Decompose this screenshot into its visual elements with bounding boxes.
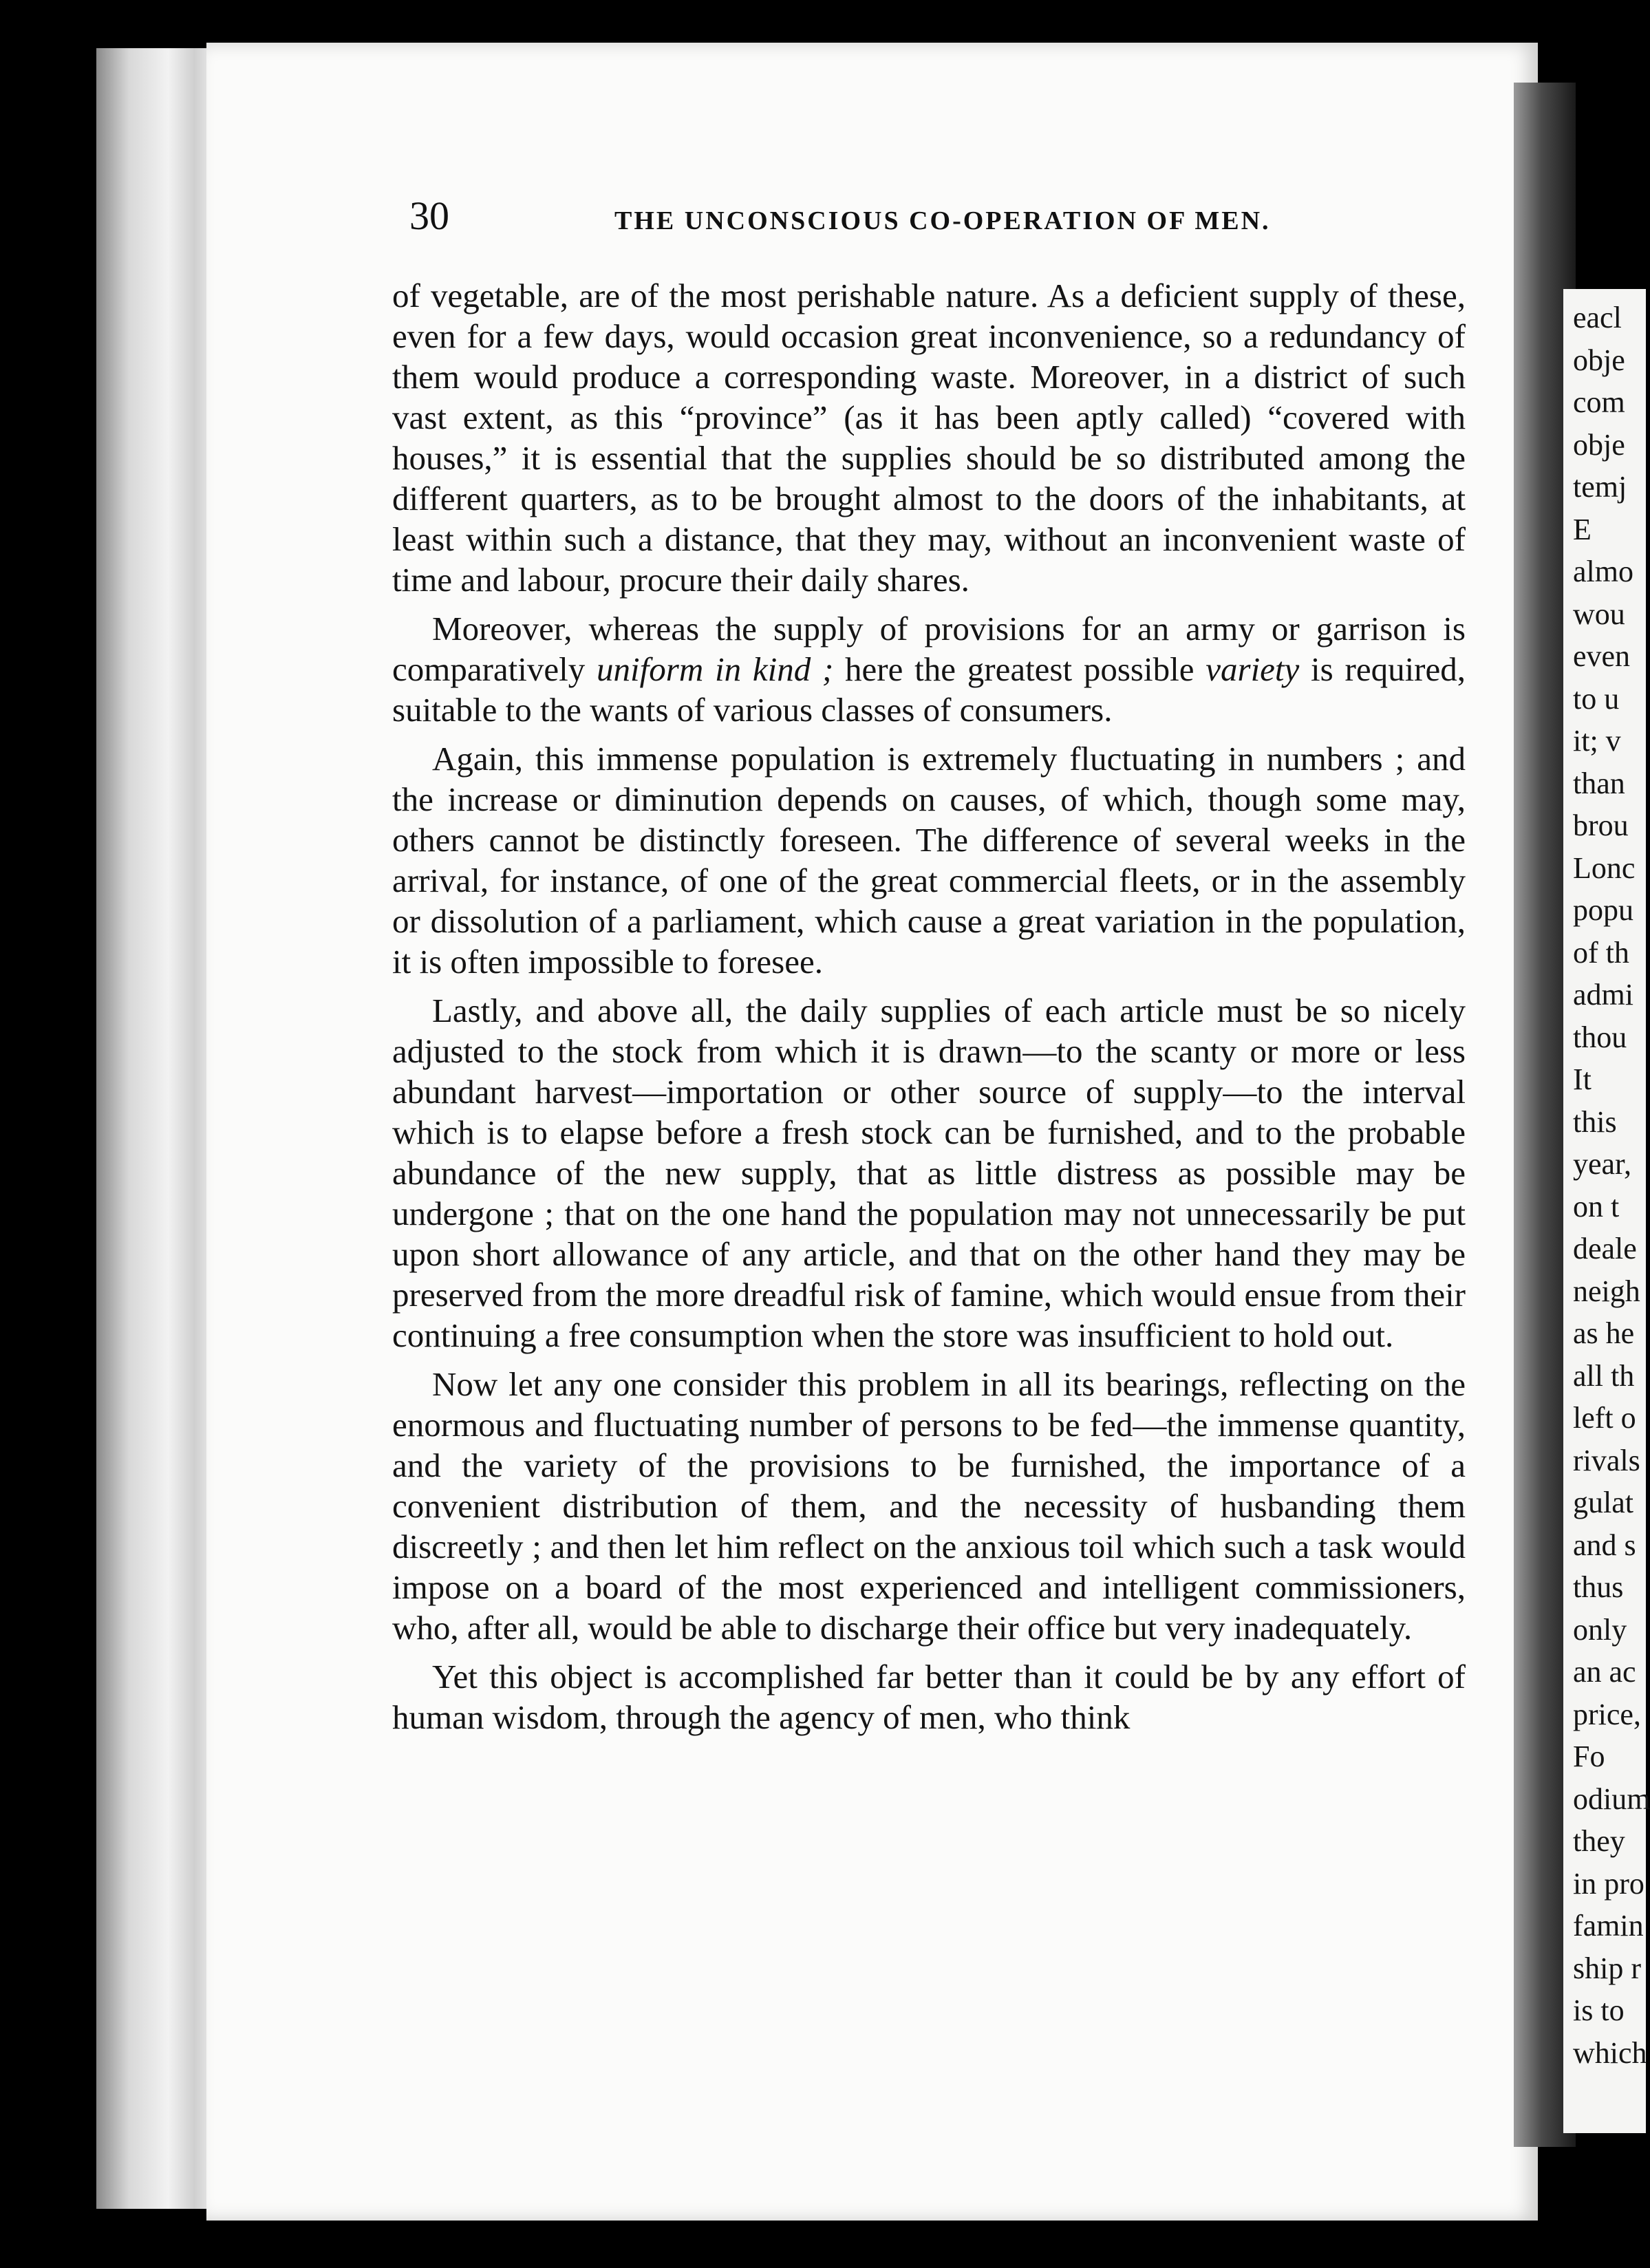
facing-page-line: it; v <box>1573 724 1621 758</box>
body-text <box>392 275 1466 1746</box>
facing-page-line: they <box>1573 1824 1625 1858</box>
facing-page-line: brou <box>1573 809 1629 842</box>
paragraph-4: Lastly, and above all, the daily supplies of each article must be so nicely adjusted to the stock from which it is drawn—to the scanty or more or less abundant harvest—importation or other source of supply—to the interval which is to elapse before a fresh stock can be furnished, and to the probable abundance of the new supply, that as little distress as possible may be undergone ; that on the one hand the population may not unnecessarily be put upon short allowance of any article, and that on the other hand they may be preserved from the more dreadful risk of famine, which would ensue from their continuing a free consumption when the store was insufficient to hold out. <box>392 992 1466 1354</box>
facing-page-line: to u <box>1573 681 1620 716</box>
facing-page-line: deale <box>1573 1232 1637 1265</box>
facing-page-line: rivals <box>1573 1443 1640 1477</box>
facing-page-line: famin <box>1573 1909 1644 1943</box>
paragraph-2-text-c: is required, suitable to the wants of various classes of consumers. <box>392 650 1466 729</box>
facing-page-line: and s <box>1573 1528 1636 1562</box>
paragraph-1: of vegetable, are of the most perishable nature. As a deficient supply of these, even for a few days, would occasion great inconvenience, so a redundancy of them would produce a corresponding waste. Moreover, in a district of such vast extent, as this “province” (as it has been aptly called) “covered with houses,” it is essential that the supplies should be so distributed among the different quarters, as to be brought almost to the doors of the inhabitants, at least within such a distance, that they may, without an inconvenient waste of time and labour, procure their daily shares. <box>392 277 1466 599</box>
paragraph-5: Now let any one consider this problem in all its bearings, reflecting on the enormous and fluctuating number of persons to be fed—the immense quantity, and the variety of the provisions to be furnished, the importance of a convenient distribution of them, and the necessity of husbanding them discreetly ; and then let him reflect on the anxious toil which such a task would impose on a board of the most experienced and intelligent commissioners, who, after all, would be able to discharge their office but very inadequately. <box>392 1365 1466 1647</box>
facing-page-line: price, <box>1573 1697 1641 1731</box>
paragraph-6: Yet this object is accomplished far better than it could be by any effort of human wisdom, through the agency of men, who think <box>392 1658 1466 1736</box>
paragraph-2 <box>392 608 1466 730</box>
facing-page-line: neigh <box>1573 1274 1640 1308</box>
facing-page-line: as he <box>1573 1316 1635 1350</box>
facing-page-line: left o <box>1573 1401 1636 1435</box>
paragraph-3: Again, this immense population is extremely fluctuating in numbers ; and the increase or diminution depends on causes, of which, though some may, others cannot be distinctly foreseen. The difference of several weeks in the arrival, for instance, of one of the great commercial fleets, or in the assembly or dissolution of a parliament, which cause a great variation in the population, it is often impossible to foresee. <box>392 740 1466 981</box>
facing-page-line: on t <box>1573 1189 1620 1223</box>
facing-page-line: almo <box>1573 555 1633 588</box>
facing-page-line: only <box>1573 1612 1627 1647</box>
facing-page-line: popu <box>1573 893 1633 927</box>
facing-page-line: Fo <box>1573 1740 1605 1773</box>
facing-page-line: It <box>1573 1062 1592 1096</box>
facing-page-line: all th <box>1573 1358 1635 1393</box>
facing-page-line: admi <box>1573 978 1633 1012</box>
facing-page-line: this <box>1573 1104 1617 1139</box>
facing-page-line: than <box>1573 766 1625 800</box>
facing-page-line: com <box>1573 385 1625 419</box>
facing-page-line: obje <box>1573 343 1625 377</box>
facing-page-line: thus <box>1573 1570 1624 1604</box>
facing-page-line: an ac <box>1573 1655 1636 1689</box>
facing-page-line: odium <box>1573 1782 1650 1816</box>
facing-page-line: E <box>1573 512 1592 546</box>
page-number: 30 <box>409 193 449 238</box>
facing-page-line: in pro <box>1573 1866 1644 1901</box>
facing-page-fragment <box>1563 289 1650 2133</box>
facing-page-line: wou <box>1573 597 1625 631</box>
facing-page-line: year, <box>1573 1147 1631 1181</box>
paragraph-2-emphasis-a: uniform in kind ; <box>597 650 834 688</box>
facing-page-line: thou <box>1573 1020 1627 1054</box>
facing-page-line: is to <box>1573 1993 1625 2027</box>
paragraph-2-text-b: here the greatest possible <box>833 650 1206 688</box>
facing-page-line: obje <box>1573 427 1625 462</box>
running-head <box>409 193 1483 239</box>
facing-page-line: gulat <box>1573 1486 1633 1519</box>
running-head-title: THE UNCONSCIOUS CO-OPERATION OF MEN. <box>614 206 1271 235</box>
facing-page-line: eacl <box>1573 301 1622 334</box>
paragraph-2-emphasis-b: variety <box>1206 650 1300 688</box>
facing-page-line: ship r <box>1573 1951 1641 1985</box>
facing-page-line: of th <box>1573 935 1629 970</box>
facing-page-line: Lonc <box>1573 850 1636 885</box>
facing-page-line: even <box>1573 639 1631 673</box>
facing-page-line: which <box>1573 2035 1647 2070</box>
facing-page-line: temj <box>1573 470 1627 504</box>
paragraph-2-text-a: Moreover, whereas the supply of provisions for an army or garrison is comparatively <box>392 610 1466 688</box>
